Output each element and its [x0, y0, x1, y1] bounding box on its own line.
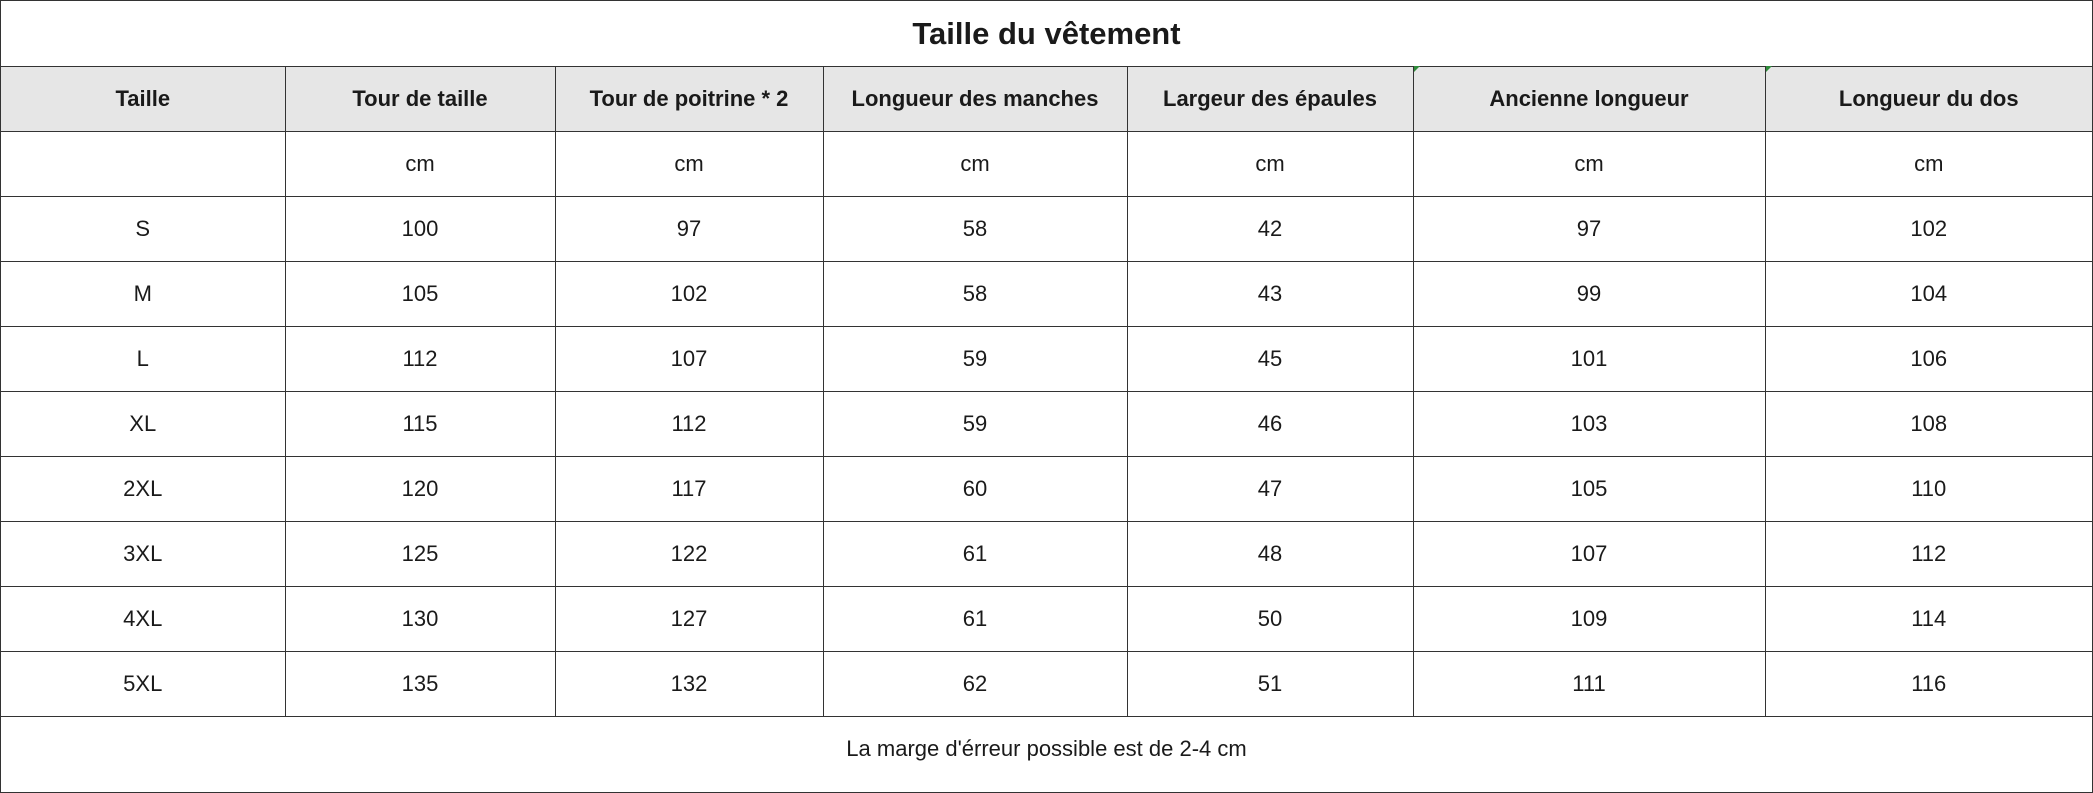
header-row — [1, 67, 2092, 132]
table-cell: 42 — [1127, 197, 1413, 262]
table-row — [1, 262, 2092, 327]
table-cell: 116 — [1765, 652, 2092, 717]
table-row — [1, 327, 2092, 392]
table-cell: 100 — [285, 197, 555, 262]
table-cell: 103 — [1413, 392, 1765, 457]
table-cell: 130 — [285, 587, 555, 652]
table-cell: 51 — [1127, 652, 1413, 717]
table-cell: 127 — [555, 587, 823, 652]
unit-cell: cm — [1127, 132, 1413, 197]
table-cell: 132 — [555, 652, 823, 717]
table-cell: 107 — [555, 327, 823, 392]
header-cell: Tour de poitrine * 2 — [555, 67, 823, 132]
table-cell: 97 — [1413, 197, 1765, 262]
table-cell: 62 — [823, 652, 1127, 717]
table-cell: 111 — [1413, 652, 1765, 717]
unit-cell: cm — [1765, 132, 2092, 197]
table-cell: 135 — [285, 652, 555, 717]
size-table — [1, 66, 2092, 782]
table-cell: 104 — [1765, 262, 2092, 327]
table-cell: 43 — [1127, 262, 1413, 327]
table-cell: 105 — [285, 262, 555, 327]
header-cell: Ancienne longueur — [1413, 67, 1765, 132]
table-cell: 60 — [823, 457, 1127, 522]
size-label: XL — [1, 392, 285, 457]
units-row — [1, 132, 2092, 197]
table-cell: 106 — [1765, 327, 2092, 392]
unit-cell — [1, 132, 285, 197]
table-cell: 105 — [1413, 457, 1765, 522]
table-row — [1, 392, 2092, 457]
table-cell: 112 — [285, 327, 555, 392]
table-cell: 58 — [823, 197, 1127, 262]
table-cell: 45 — [1127, 327, 1413, 392]
comment-marker-icon — [1414, 66, 1420, 72]
table-cell: 122 — [555, 522, 823, 587]
table-cell: 109 — [1413, 587, 1765, 652]
table-cell: 110 — [1765, 457, 2092, 522]
table-cell: 48 — [1127, 522, 1413, 587]
size-label: L — [1, 327, 285, 392]
size-label: 3XL — [1, 522, 285, 587]
size-label: S — [1, 197, 285, 262]
header-cell: Largeur des épaules — [1127, 67, 1413, 132]
page-title: Taille du vêtement — [912, 15, 1181, 51]
size-label: 2XL — [1, 457, 285, 522]
unit-cell: cm — [555, 132, 823, 197]
header-cell: Tour de taille — [285, 67, 555, 132]
table-cell: 102 — [555, 262, 823, 327]
table-row — [1, 522, 2092, 587]
size-label: 5XL — [1, 652, 285, 717]
table-cell: 50 — [1127, 587, 1413, 652]
footer-note: La marge d'érreur possible est de 2-4 cm — [1, 717, 2092, 782]
unit-cell: cm — [823, 132, 1127, 197]
table-cell: 97 — [555, 197, 823, 262]
table-cell: 61 — [823, 522, 1127, 587]
unit-cell: cm — [285, 132, 555, 197]
footer-row — [1, 717, 2092, 782]
table-cell: 114 — [1765, 587, 2092, 652]
table-cell: 108 — [1765, 392, 2092, 457]
table-row — [1, 457, 2092, 522]
table-cell: 47 — [1127, 457, 1413, 522]
table-cell: 107 — [1413, 522, 1765, 587]
table-cell: 59 — [823, 392, 1127, 457]
table-cell: 112 — [1765, 522, 2092, 587]
table-cell: 46 — [1127, 392, 1413, 457]
table-cell: 125 — [285, 522, 555, 587]
table-row — [1, 587, 2092, 652]
table-cell: 59 — [823, 327, 1127, 392]
unit-cell: cm — [1413, 132, 1765, 197]
table-cell: 115 — [285, 392, 555, 457]
table-cell: 102 — [1765, 197, 2092, 262]
header-cell: Longueur des manches — [823, 67, 1127, 132]
table-row — [1, 197, 2092, 262]
table-cell: 99 — [1413, 262, 1765, 327]
comment-marker-icon — [1766, 66, 1772, 72]
size-label: M — [1, 262, 285, 327]
size-label: 4XL — [1, 587, 285, 652]
table-cell: 112 — [555, 392, 823, 457]
table-cell: 58 — [823, 262, 1127, 327]
table-row — [1, 652, 2092, 717]
table-cell: 120 — [285, 457, 555, 522]
table-cell: 61 — [823, 587, 1127, 652]
table-cell: 117 — [555, 457, 823, 522]
header-cell: Taille — [1, 67, 285, 132]
header-cell: Longueur du dos — [1765, 67, 2092, 132]
table-cell: 101 — [1413, 327, 1765, 392]
